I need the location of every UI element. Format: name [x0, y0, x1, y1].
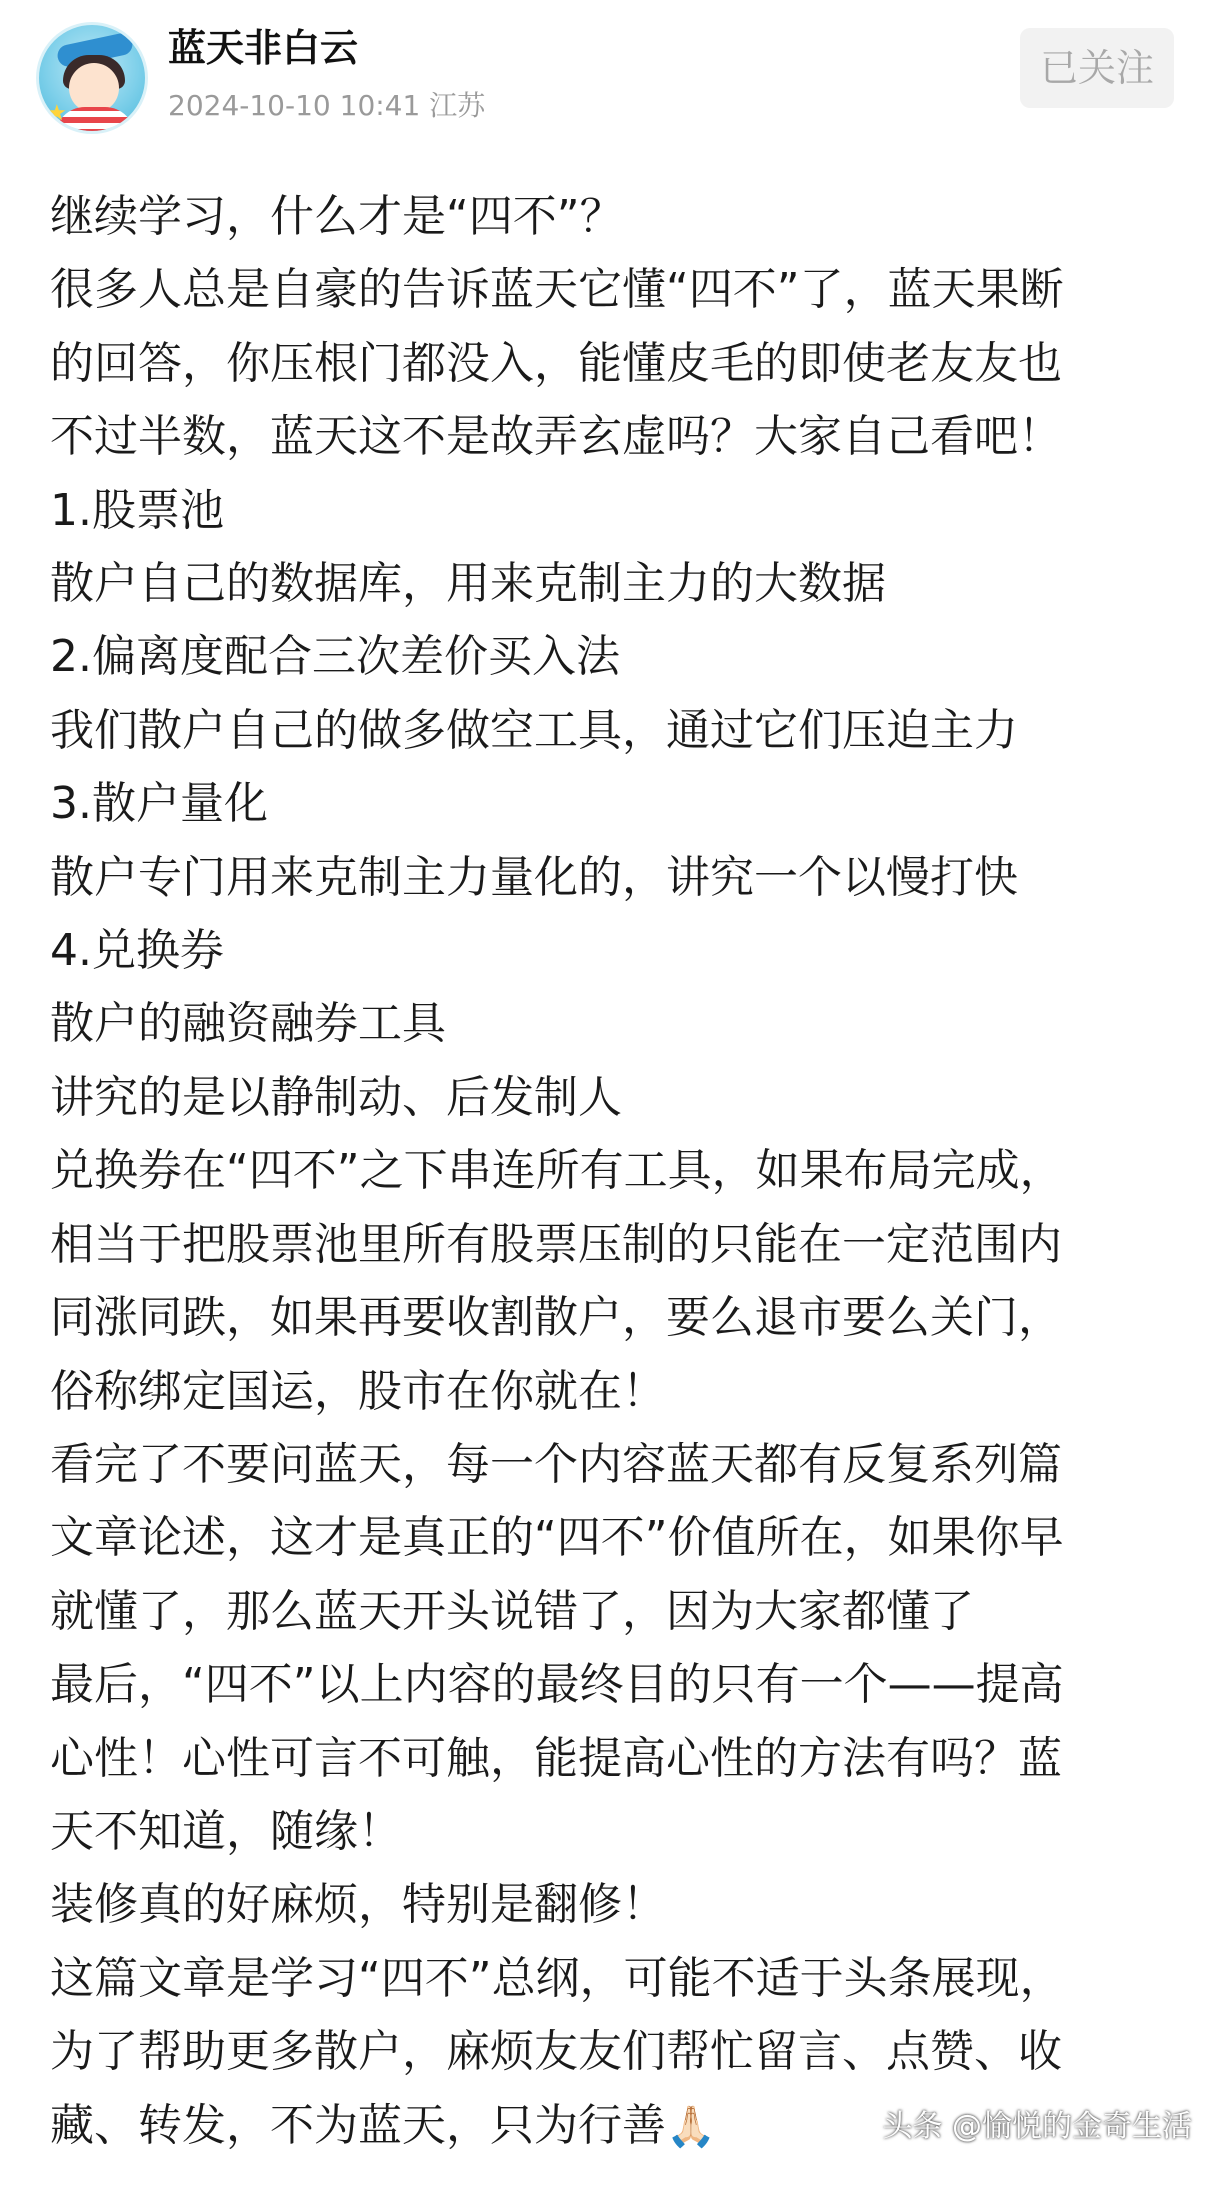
article-line: 3.散户量化 — [50, 778, 268, 830]
article-line: 装修真的好麻烦，特别是翻修！ — [50, 1879, 666, 1931]
article-line: 的回答，你压根门都没入，能懂皮毛的即使老友友也 — [50, 337, 1062, 389]
article-line: 最后，“四不”以上内容的最终目的只有一个——提高 — [50, 1659, 1064, 1711]
author-name[interactable]: 蓝天非白云 — [168, 26, 359, 70]
article-line: 同涨同跌，如果再要收割散户，要么退市要么关门， — [50, 1292, 1062, 1344]
article-line: 继续学习，什么才是“四不”？ — [50, 191, 624, 242]
article-line: 文章论述，这才是真正的“四不”价值所在，如果你早 — [50, 1512, 1064, 1564]
post-meta: 2024-10-10 10:41 江苏 — [168, 89, 486, 122]
article-line: 心性！心性可言不可触，能提高心性的方法有吗？蓝 — [50, 1732, 1062, 1784]
article-line: 相当于把股票池里所有股票压制的只能在一定范围内 — [50, 1218, 1062, 1270]
article-body — [50, 180, 1180, 2164]
article-line: 不过半数，蓝天这不是故弄玄虚吗？大家自己看吧！ — [50, 411, 1062, 463]
article-line: 为了帮助更多散户，麻烦友友们帮忙留言、点赞、收 — [50, 2026, 1062, 2078]
article-line-text: 藏、转发，不为蓝天，只为行善 — [50, 2099, 666, 2151]
article-line: 2.偏离度配合三次差价买入法 — [50, 631, 620, 683]
article-line: 散户专门用来克制主力量化的，讲究一个以慢打快 — [50, 851, 1018, 903]
article-line: 就懂了，那么蓝天开头说错了，因为大家都懂了 — [50, 1585, 974, 1637]
watermark: 头条 @愉悦的金奇生活 — [882, 2109, 1192, 2144]
article-line: 散户自己的数据库，用来克制主力的大数据 — [50, 558, 886, 610]
article-line: 看完了不要问蓝天，每一个内容蓝天都有反复系列篇 — [50, 1438, 1062, 1490]
star-icon: ★ — [47, 101, 67, 126]
post-header — [0, 0, 1220, 150]
article-line: 我们散户自己的做多做空工具，通过它们压迫主力 — [50, 704, 1018, 756]
article-line: 俗称绑定国运，股市在你就在！ — [50, 1365, 666, 1417]
article-line: 很多人总是自豪的告诉蓝天它懂“四不”了，蓝天果断 — [50, 264, 1064, 316]
article-line: 4.兑换券 — [50, 925, 224, 977]
avatar[interactable] — [36, 22, 148, 134]
article-line: 1.股票池 — [50, 484, 224, 536]
avatar-shirt — [55, 107, 135, 134]
follow-button[interactable]: 已关注 — [1020, 28, 1174, 108]
praying-hands-icon: 🙏🏻 — [666, 2103, 716, 2150]
article-line: 兑换券在“四不”之下串连所有工具，如果布局完成， — [50, 1145, 1064, 1197]
article-line: 这篇文章是学习“四不”总纲，可能不适于头条展现， — [50, 1952, 1064, 2004]
article-line: 讲究的是以静制动、后发制人 — [50, 1071, 622, 1123]
article-line: 天不知道，随缘！ — [50, 1805, 402, 1857]
article-line: 散户的融资融券工具 — [50, 998, 446, 1050]
avatar-face — [69, 63, 119, 113]
